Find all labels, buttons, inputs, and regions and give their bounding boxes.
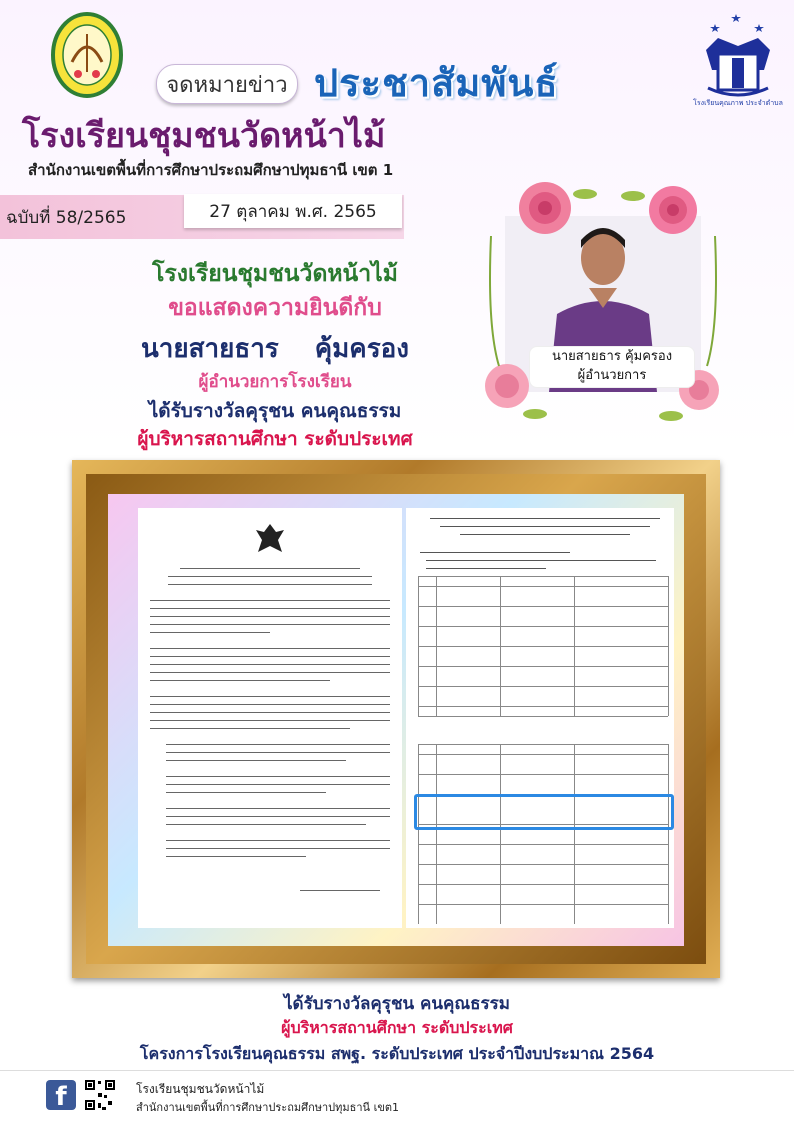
doc-text-line — [166, 840, 390, 841]
table-rule — [668, 744, 669, 924]
doc-text-line — [166, 752, 390, 753]
issue-number: ฉบับที่ 58/2565 — [6, 208, 127, 228]
doc-text-line — [440, 526, 650, 527]
right-logo-caption: โรงเรียนคุณภาพ ประจำตำบล — [693, 99, 783, 107]
table-rule — [418, 706, 668, 707]
table-rule — [436, 576, 437, 716]
footer-office: สำนักงานเขตพื้นที่การศึกษาประถมศึกษาปทุมธานี เขต1 — [136, 1101, 399, 1114]
table-rule — [500, 576, 501, 716]
doc-text-line — [430, 518, 660, 519]
doc-text-line — [166, 784, 390, 785]
table-rule — [418, 744, 668, 745]
doc-text-line — [150, 712, 390, 713]
doc-text-line — [166, 824, 366, 825]
doc-text-line — [460, 534, 630, 535]
footer-school: โรงเรียนชุมชนวัดหน้าไม้ — [136, 1082, 265, 1096]
quality-school-logo-icon — [688, 10, 788, 110]
table-rule — [418, 666, 668, 667]
table-rule — [574, 576, 575, 716]
doc-text-line — [300, 890, 380, 891]
portrait-caption-title: ผู้อำนวยการ — [577, 368, 647, 383]
doc-text-line — [150, 680, 330, 681]
newsletter-tag: จดหมายข่าว — [156, 64, 298, 104]
table-rule — [418, 646, 668, 647]
doc-text-line — [150, 616, 390, 617]
highlighted-table-row — [414, 794, 674, 830]
doc-text-line — [150, 656, 390, 657]
table-rule — [574, 744, 575, 924]
school-emblem-icon — [50, 12, 124, 98]
table-rule — [418, 626, 668, 627]
table-rule — [418, 774, 668, 775]
office-name: สำนักงานเขตพื้นที่การศึกษาประถมศึกษาปทุมธานี เขต 1 — [28, 161, 394, 179]
doc-text-line — [420, 552, 570, 553]
headline-level: ผู้บริหารสถานศึกษา ระดับประเทศ — [137, 428, 413, 450]
table-rule — [418, 864, 668, 865]
doc-text-line — [150, 696, 390, 697]
doc-text-line — [150, 624, 390, 625]
portrait-caption-name: นายสายธาร คุ้มครอง — [551, 349, 673, 364]
doc-text-line — [426, 568, 546, 569]
doc-text-line — [166, 760, 346, 761]
rose-frame-decoration — [485, 176, 721, 436]
table-rule — [418, 686, 668, 687]
announcement-document-page — [138, 508, 402, 928]
table-rule — [418, 576, 668, 577]
doc-text-line — [150, 632, 270, 633]
doc-text-line — [150, 600, 390, 601]
portrait-caption — [529, 346, 695, 388]
facebook-icon[interactable]: f — [46, 1080, 76, 1110]
table-rule — [418, 576, 419, 716]
doc-text-line — [150, 664, 390, 665]
table-rule — [418, 844, 668, 845]
award-list-document-page — [406, 508, 674, 928]
headline-school: โรงเรียนชุมชนวัดหน้าไม้ — [152, 261, 398, 287]
table-rule — [418, 884, 668, 885]
table-rule — [418, 754, 668, 755]
doc-text-line — [166, 792, 326, 793]
table-rule — [418, 716, 668, 717]
doc-text-line — [150, 672, 390, 673]
newsletter-title: ประชาสัมพันธ์ — [314, 61, 559, 105]
headline-position: ผู้อำนวยการโรงเรียน — [198, 372, 352, 392]
table-rule — [418, 606, 668, 607]
bottom-award: ได้รับรางวัลคุรุชน คนคุณธรรม — [283, 994, 510, 1014]
doc-text-line — [166, 808, 390, 809]
bottom-project: โครงการโรงเรียนคุณธรรม สพฐ. ระดับประเทศ ประจำปีงบประมาณ 2564 — [139, 1044, 655, 1063]
table-rule — [418, 904, 668, 905]
doc-text-line — [150, 648, 390, 649]
doc-text-line — [166, 776, 390, 777]
garuda-emblem-icon — [254, 522, 286, 556]
doc-text-line — [168, 576, 372, 577]
doc-text-line — [166, 856, 306, 857]
school-name: โรงเรียนชุมชนวัดหน้าไม้ — [22, 116, 386, 156]
doc-text-line — [150, 728, 350, 729]
doc-text-line — [166, 816, 390, 817]
qr-code-icon[interactable] — [84, 1079, 116, 1111]
table-rule — [500, 744, 501, 924]
doc-text-line — [166, 744, 390, 745]
table-rule — [418, 586, 668, 587]
table-rule — [436, 744, 437, 924]
doc-text-line — [150, 704, 390, 705]
bottom-level: ผู้บริหารสถานศึกษา ระดับประเทศ — [281, 1018, 513, 1037]
doc-text-line — [426, 560, 656, 561]
last-name: คุ้มครอง — [314, 334, 409, 364]
headline-person-name — [40, 328, 510, 369]
doc-text-line — [150, 608, 390, 609]
first-name: นายสายธาร — [141, 334, 279, 364]
portrait-panel — [485, 176, 721, 436]
headline-congrats: ขอแสดงความยินดีกับ — [168, 295, 382, 321]
issue-date: 27 ตุลาคม พ.ศ. 2565 — [184, 194, 402, 228]
doc-text-line — [150, 720, 390, 721]
table-rule — [418, 744, 419, 924]
doc-text-line — [168, 584, 372, 585]
doc-text-line — [180, 568, 360, 569]
footer-divider — [0, 1070, 794, 1071]
headline-award: ได้รับรางวัลคุรุชน คนคุณธรรม — [148, 400, 402, 422]
table-rule — [668, 576, 669, 716]
doc-text-line — [166, 848, 390, 849]
